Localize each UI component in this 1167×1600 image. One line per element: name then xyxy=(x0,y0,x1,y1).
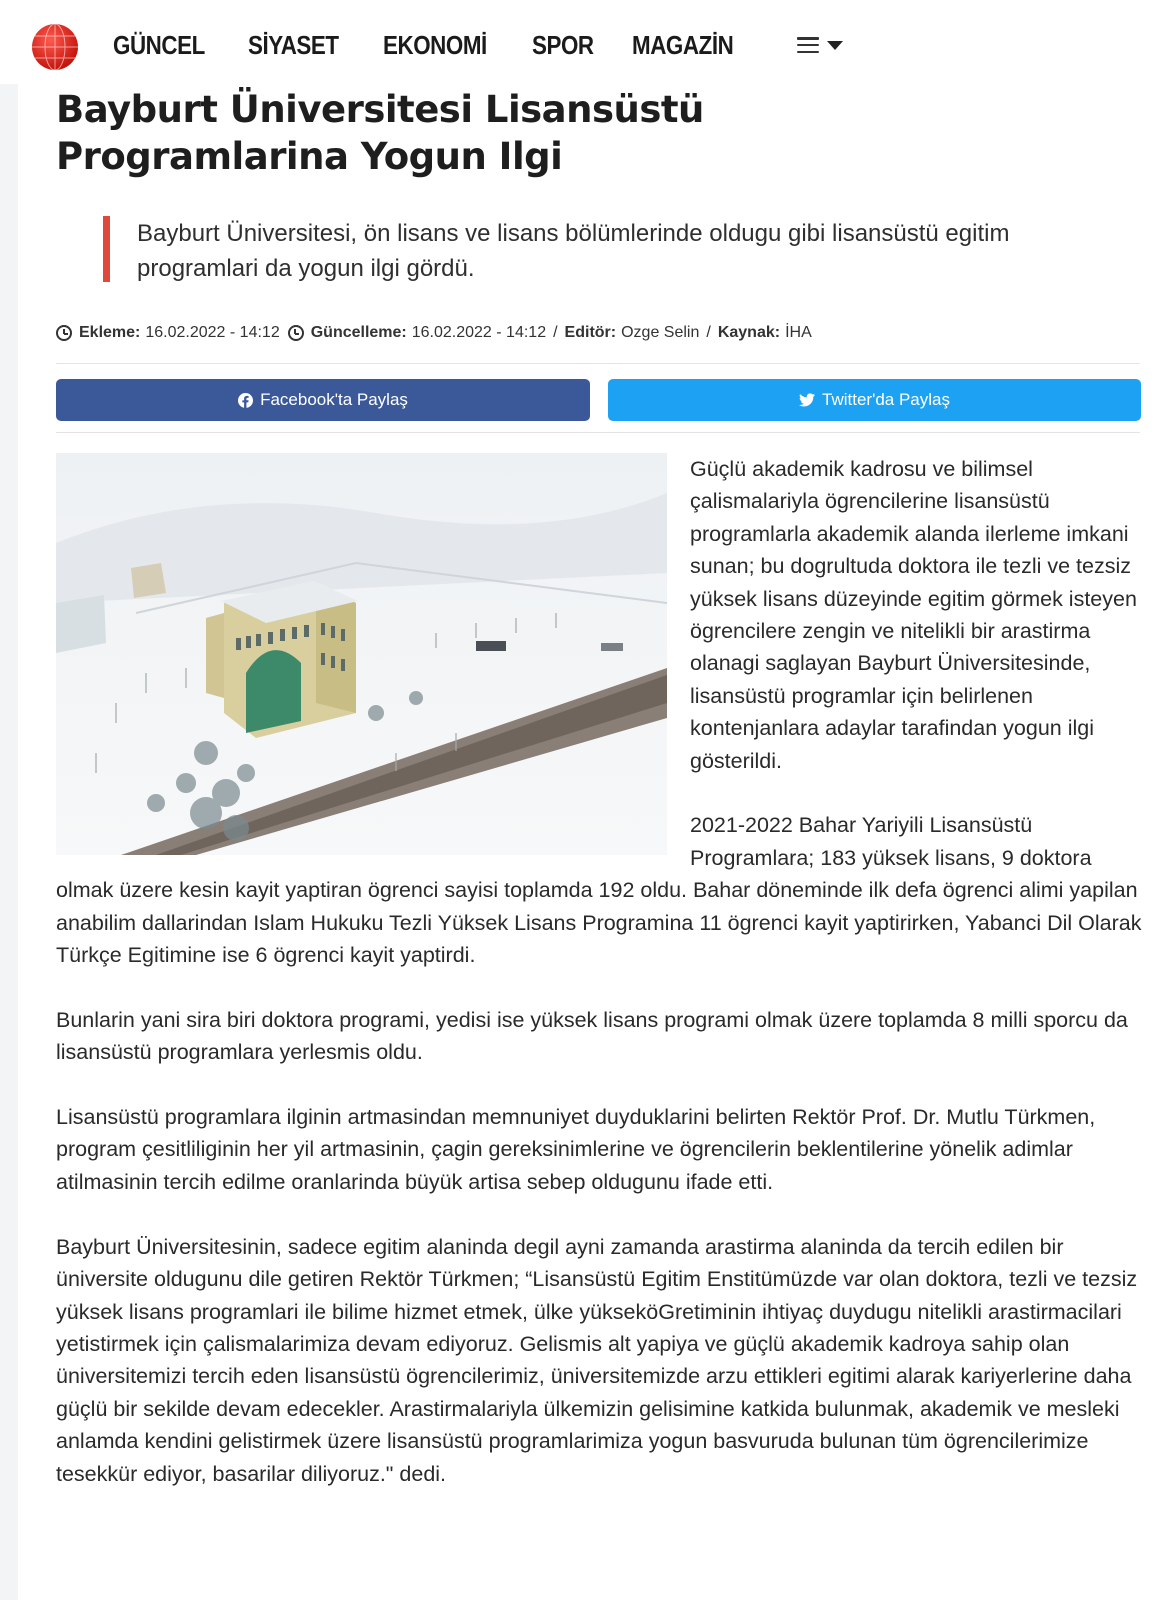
twitter-share-button[interactable] xyxy=(608,379,1141,421)
source-value: İHA xyxy=(785,324,812,341)
photo-float-space xyxy=(56,453,690,855)
clock-icon xyxy=(288,325,304,341)
article-lead: Bayburt Üniversitesi, ön lisans ve lisans bölümlerinde oldugu gibi lisansüstü egitim programlari da yogun ilgi gördü. xyxy=(103,216,1103,282)
facebook-share-label: Facebook'ta Paylaş xyxy=(260,390,408,409)
updated-label: Güncelleme: xyxy=(310,324,407,341)
caret-down-icon xyxy=(827,41,843,50)
twitter-share-label: Twitter'da Paylaş xyxy=(822,390,950,409)
article-paragraph: Güçlü akademik kadrosu ve bilimsel çalismalariyla ögrencilerine lisansüstü programlarla akademik alanda ilerleme imkani sunan; bu dogrultuda doktora ile tezli ve tezsiz yüksek lisans düzeyinde egitim görmek isteyen ögrencilere zengin ve nitelikli bir arastirma olanagi saglayan Bayburt Üniversitesinde, lisansüstü programlar için belirlenen kontenjanlara adaylar tarafindan yogun ilgi gösterildi. xyxy=(690,457,1137,773)
article-body xyxy=(56,453,1146,1522)
editor-label: Editör: xyxy=(564,324,617,341)
hamburger-menu-button[interactable] xyxy=(797,37,843,53)
nav-item-spor[interactable]: SPOR xyxy=(531,29,594,60)
editor-value: Ozge Selin xyxy=(621,324,700,341)
source-label: Kaynak: xyxy=(717,324,781,341)
updated-value: 16.02.2022 - 14:12 xyxy=(411,324,547,341)
facebook-icon xyxy=(238,393,253,408)
article-paragraph: Bunlarin yani sira biri doktora programi, yedisi ise yüksek lisans programi olmak üzere toplamda 8 milli sporcu da lisansüstü programlara yerlesmis oldu. xyxy=(56,1007,1128,1065)
nav-item-siyaset[interactable]: SİYASET xyxy=(247,29,339,60)
site-logo-icon[interactable] xyxy=(30,22,80,72)
article-meta xyxy=(56,321,1136,345)
nav-item-guncel[interactable]: GÜNCEL xyxy=(113,29,205,60)
article-paragraph: Bayburt Üniversitesinin, sadece egitim alaninda degil ayni zamanda arastirma alaninda da tercih edilen bir üniversite oldugunu dile getiren Rektör Türkmen; “Lisansüstü Egitim Enstitümüzde var olan doktora, tezli ve tezsiz yüksek lisans programlari ile bilime hizmet etmek, ülke yükseköGretiminin ihtiyaç duydugu nitelikli arastirmacilari yetistirmek için çalismalarimiza devam ediyoruz. Gelismis alt yapiya ve güçlü akademik kadroya sahip olan üniversitemizi tercih eden lisansüstü ögrencilerimiz, üniversitemizde arzu ettikleri egitimi alarak kariyerlerine daha güçlü bir sekilde devam edecekler. Arastirmalariyla ülkemizin gelisimine katkida bulunmak, akademik ve mesleki anlamda kendini gelistirmek üzere lisansüstü programlarimiza yogun basvuruda bulunan tüm ögrencilerimize tesekkür ediyor, basarilar diliyoruz." dedi. xyxy=(56,1234,1138,1486)
article-title: Bayburt Üniversitesi Lisansüstü Programlarina Yogun Ilgi xyxy=(56,88,704,178)
article-paragraph: 2021-2022 Bahar Yariyili Lisansüstü Programlara; 183 yüksek lisans, 9 doktora olmak üzere kesin kayit yaptiran ögrenci sayisi toplamda 192 oldu. Bahar döneminde ilk defa ögrenci alimi yapilan anabilim dallarindan Islam Hukuku Tezli Yüksek Lisans Programina 11 ögrenci kayit yaptirirken, Yabanci Dil Olarak Türkçe Egitimine ise 6 ögrenci kayit yaptirdi. xyxy=(56,813,1142,968)
added-label: Ekleme: xyxy=(79,324,141,341)
added-value: 16.02.2022 - 14:12 xyxy=(145,324,280,341)
nav-item-ekonomi[interactable]: EKONOMİ xyxy=(383,29,487,60)
article-paragraph: Lisansüstü programlara ilginin artmasindan memnuniyet duyduklarini belirten Rektör Prof. Dr. Mutlu Türkmen, program çesitliliginin her yil artmasinin, çagin gereksinimlerine ve ögrencilerin beklentilerine yönelik adimlar atilmasinin tercih edilme oranlarinda büyük artisa sebep oldugunu ifade etti. xyxy=(56,1105,1096,1194)
facebook-share-button[interactable] xyxy=(56,379,590,421)
nav-item-magazin[interactable]: MAGAZİN xyxy=(631,29,733,60)
top-navbar xyxy=(0,0,1167,84)
meta-separator: / xyxy=(553,324,558,341)
clock-icon xyxy=(56,325,72,341)
hamburger-menu-icon xyxy=(797,37,819,53)
twitter-icon xyxy=(799,393,815,407)
meta-separator: / xyxy=(706,324,711,341)
divider xyxy=(56,432,1140,433)
divider xyxy=(56,363,1140,364)
